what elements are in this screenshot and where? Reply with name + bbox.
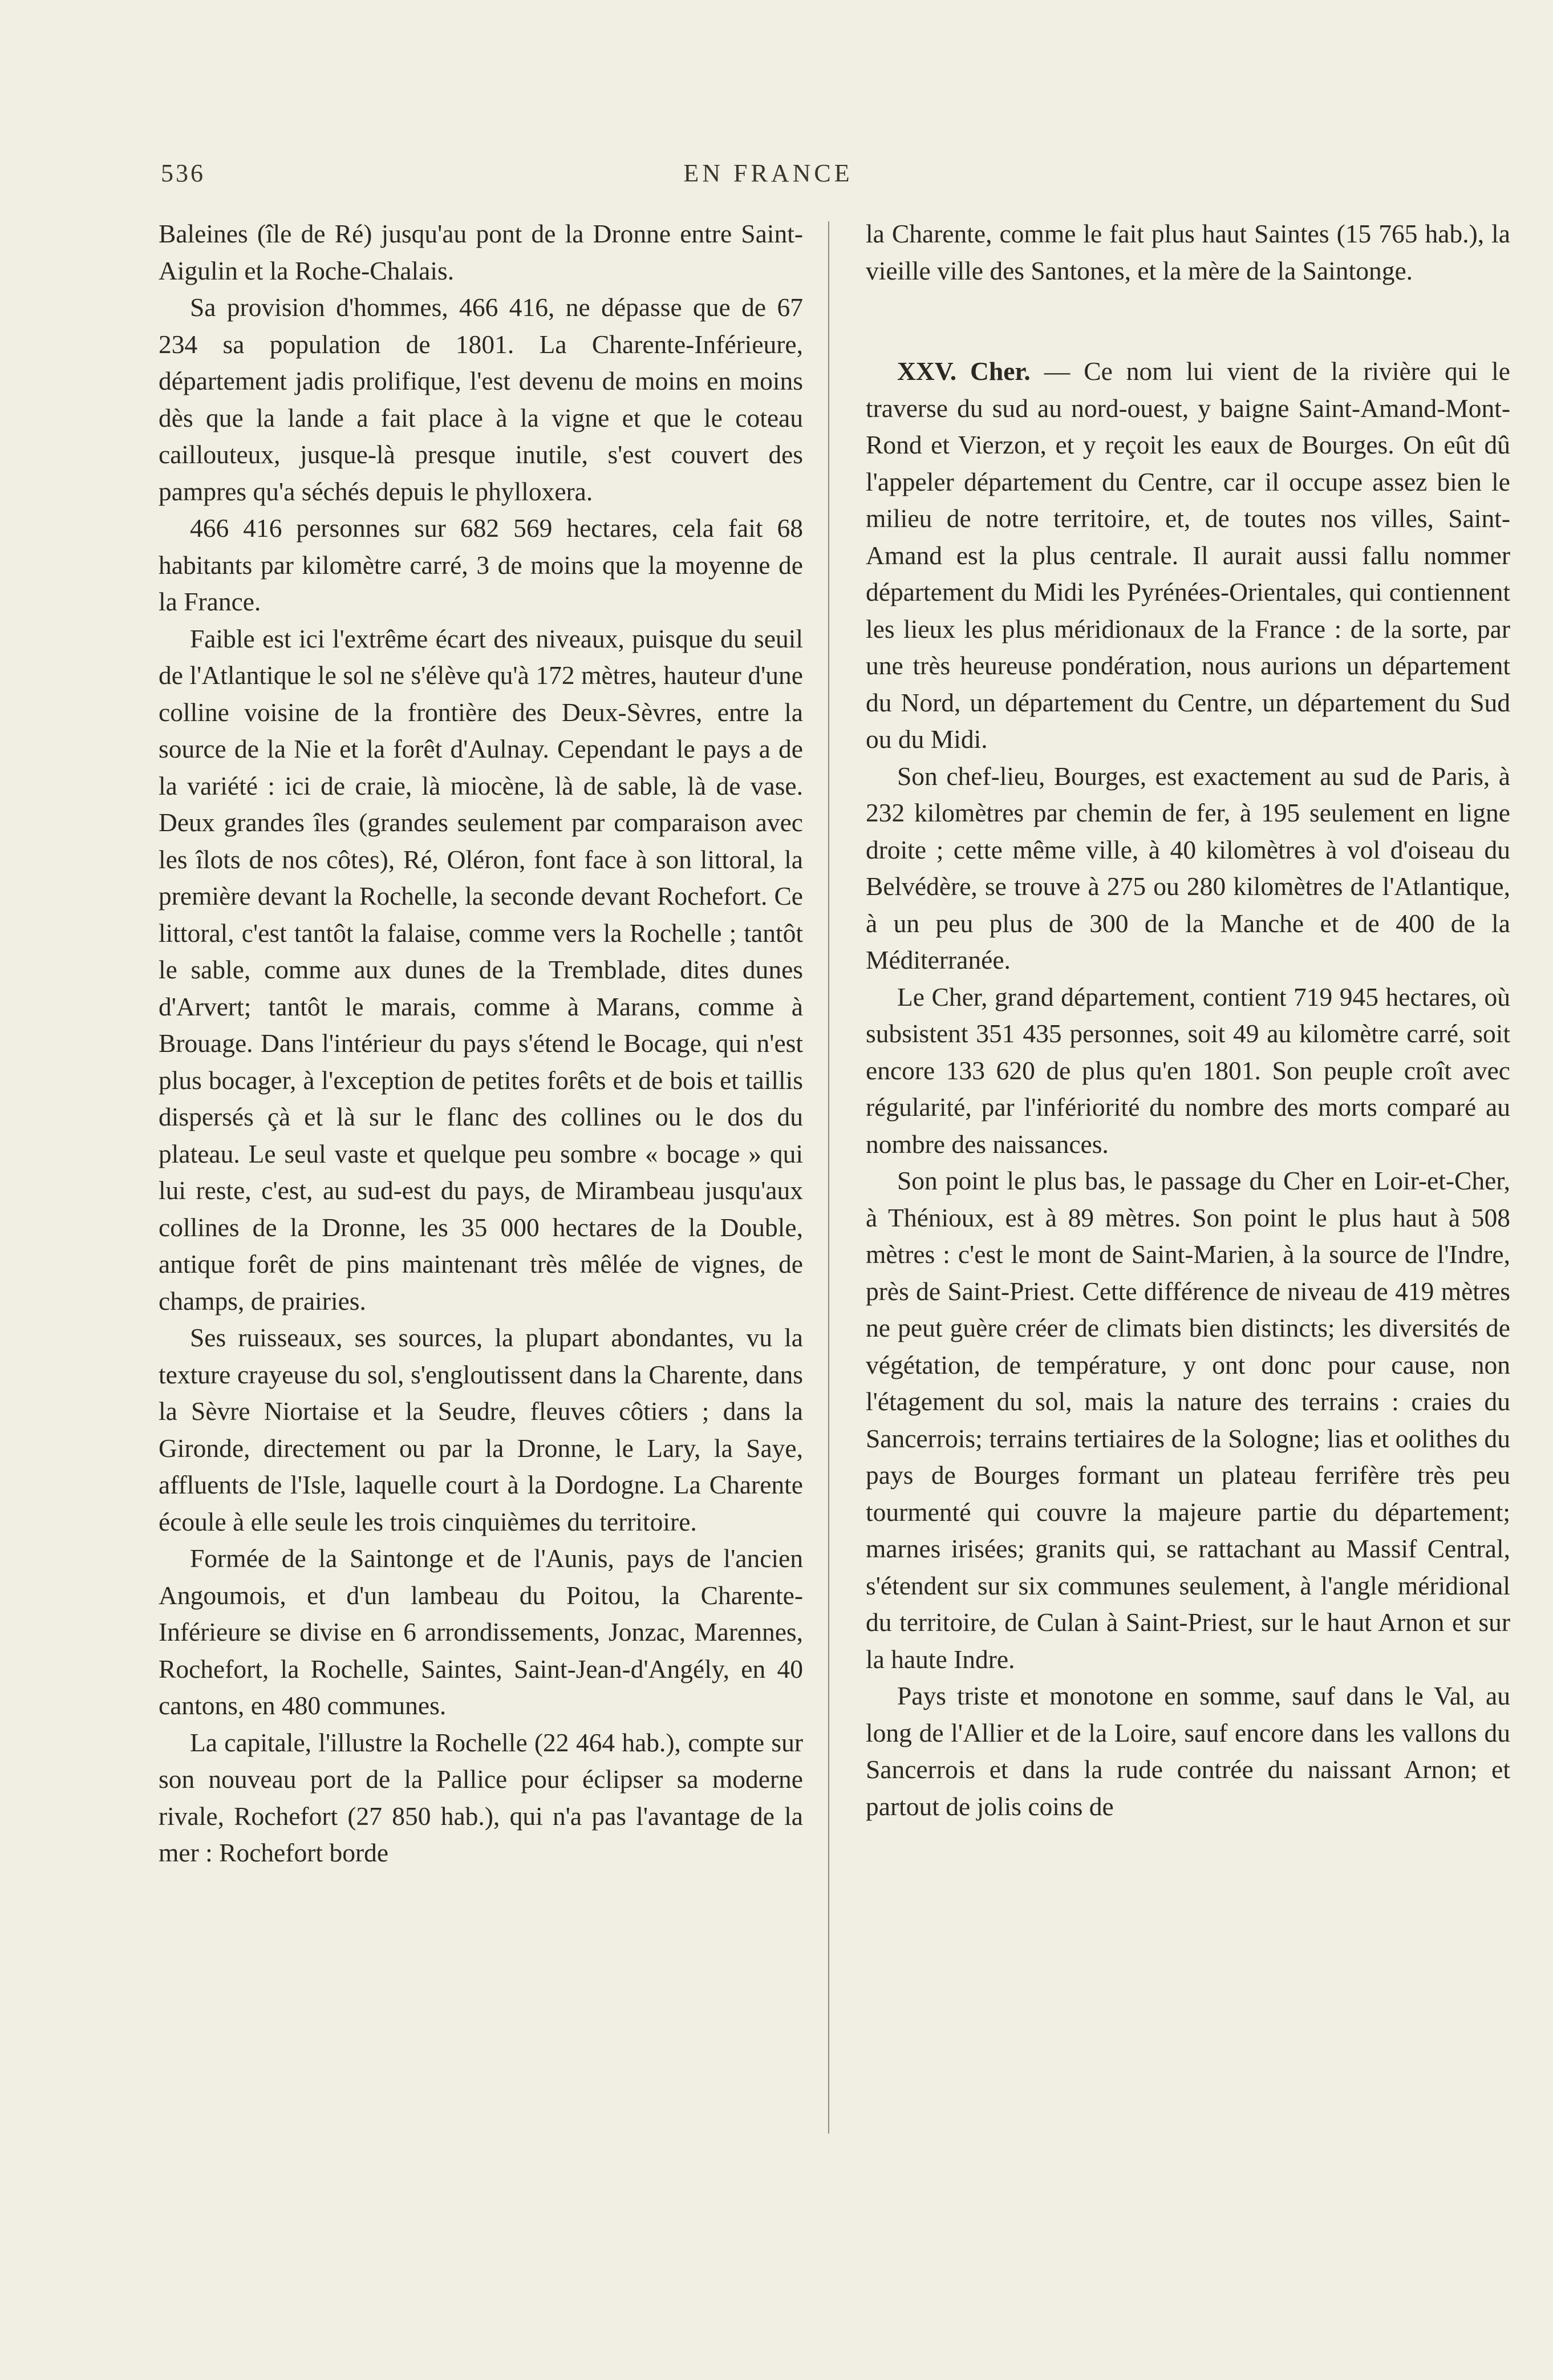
paragraph: Pays triste et monotone en somme, sauf dans le Val, au long de l'Allier et de la Loire, sauf encore dans les vallons du Sancerrois et dans la rude contrée du naissant Arnon; et partout de jolis coins de bbox=[866, 1681, 1510, 1821]
paragraph: Le Cher, grand département, contient 719 945 hectares, où subsistent 351 435 personnes, soit 49 au kilomètre carré, soit encore 133 620 de plus qu'en 1801. Son peuple croît avec régularité, par l'infériorité du nombre des morts comparé au nombre des naissances. bbox=[866, 982, 1510, 1159]
section-gap bbox=[866, 289, 1510, 353]
left-column bbox=[159, 216, 803, 1872]
paragraph: 466 416 personnes sur 682 569 hectares, cela fait 68 habitants par kilomètre carré, 3 de moins que la moyenne de la France. bbox=[159, 513, 803, 616]
section-paragraph bbox=[866, 353, 1510, 758]
paragraph: la Charente, comme le fait plus haut Saintes (15 765 hab.), la vieille ville des Santones, et la mère de la Saintonge. bbox=[866, 219, 1510, 285]
page-number: 536 bbox=[161, 159, 205, 187]
right-column bbox=[866, 216, 1510, 1825]
paragraph: Sa provision d'hommes, 466 416, ne dépasse que de 67 234 sa population de 1801. La Charente-Inférieure, département jadis prolifique, l'est devenu de moins en moins dès que la lande a fait place à la vigne et que le coteau caillouteux, jusque-là presque inutile, s'est couvert des pampres qu'a séchés depuis le phylloxera. bbox=[159, 293, 803, 506]
running-title: EN FRANCE bbox=[683, 159, 853, 187]
paragraph: Son chef-lieu, Bourges, est exactement au sud de Paris, à 232 kilomètres par chemin de fer, à 195 seulement en ligne droite ; cette même ville, à 40 kilomètres à vol d'oiseau du Belvédère, se trouve à 275 ou 280 kilomètres de l'Atlantique, à un peu plus de 300 de la Manche et de 400 de la Méditerranée. bbox=[866, 761, 1510, 974]
paragraph: Ses ruisseaux, ses sources, la plupart abondantes, vu la texture crayeuse du sol, s'engloutissent dans la Charente, dans la Sèvre Niortaise et la Seudre, fleuves côtiers ; dans la Gironde, directement ou par la Dronne, le Lary, la Saye, affluents de l'Isle, laquelle court à la Dordogne. La Charente écoule à elle seule les trois cinquièmes du territoire. bbox=[159, 1323, 803, 1536]
section-heading: XXV. Cher. bbox=[897, 357, 1031, 386]
running-header bbox=[161, 159, 1376, 204]
paragraph: La capitale, l'illustre la Rochelle (22 464 hab.), compte sur son nouveau port de la Pallice pour éclipser sa moderne rivale, Rochefort (27 850 hab.), qui n'a pas l'avantage de la mer : Rochefort borde bbox=[159, 1727, 803, 1867]
paragraph: Son point le plus bas, le passage du Cher en Loir-et-Cher, à Thénioux, est à 89 mètres. Son point le plus haut à 508 mètres : c'est le mont de Saint-Marien, à la source de l'Indre, près de Saint-Priest. Cette différence de niveau de 419 mètres ne peut guère créer de climats bien distincts; les diversités de végétation, de température, y ont donc pour cause, non l'étagement du sol, mais la nature des terrains : craies du Sancerrois; terrains tertiaires de la Sologne; lias et oolithes du pays de Bourges formant un plateau ferrifère très peu tourmenté qui couvre la majeure partie du département; marnes irisées; granits qui, se rattachant au Massif Central, s'étendent sur six communes seulement, à l'angle méridional du territoire, de Culan à Saint-Priest, sur le haut Arnon et sur la haute Indre. bbox=[866, 1166, 1510, 1674]
section-text: — Ce nom lui vient de la rivière qui le traverse du sud au nord-ouest, y baigne Saint-Amand-Mont-Rond et Vierzon, et y reçoit les eaux de Bourges. On eût dû l'appeler département du Centre, car il occupe assez bien le milieu de notre territoire, et, de toutes nos villes, Saint-Amand est la plus centrale. Il aurait aussi fallu nommer département du Midi les Pyrénées-Orientales, qui contiennent les lieux les plus méridionaux de la France : de la sorte, par une très heureuse pondération, nous aurions un département du Nord, un département du Centre, un département du Sud ou du Midi. bbox=[866, 357, 1510, 754]
paragraph: Faible est ici l'extrême écart des niveaux, puisque du seuil de l'Atlantique le sol ne s'élève qu'à 172 mètres, hauteur d'une colline voisine de la frontière des Deux-Sèvres, entre la source de la Nie et la forêt d'Aulnay. Cependant le pays a de la variété : ici de craie, là miocène, là de sable, là de vase. Deux grandes îles (grandes seulement par comparaison avec les îlots de nos côtes), Ré, Oléron, font face à son littoral, la première devant la Rochelle, la seconde devant Rochefort. Ce littoral, c'est tantôt la falaise, comme vers la Rochelle ; tantôt le sable, comme aux dunes de la Tremblade, dites dunes d'Arvert; tantôt le marais, comme à Marans, comme à Brouage. Dans l'intérieur du pays s'étend le Bocage, qui n'est plus bocager, à l'exception de petites forêts et de bois et taillis dispersés çà et là sur le flanc des collines ou le dos du plateau. Le seul vaste et quelque peu sombre « bocage » qui lui reste, c'est, au sud-est du pays, de Mirambeau jusqu'aux collines de la Dronne, les 35 000 hectares de la Double, antique forêt de pins maintenant très mêlée de vignes, de champs, de prairies. bbox=[159, 624, 803, 1316]
paragraph: Baleines (île de Ré) jusqu'au pont de la Dronne entre Saint-Aigulin et la Roche-Chalais. bbox=[159, 219, 803, 285]
paragraph: Formée de la Saintonge et de l'Aunis, pays de l'ancien Angoumois, et d'un lambeau du Poitou, la Charente-Inférieure se divise en 6 arrondissements, Jonzac, Marennes, Rochefort, la Rochelle, Saintes, Saint-Jean-d'Angély, en 40 cantons, en 480 communes. bbox=[159, 1544, 803, 1720]
column-divider bbox=[828, 221, 829, 2134]
